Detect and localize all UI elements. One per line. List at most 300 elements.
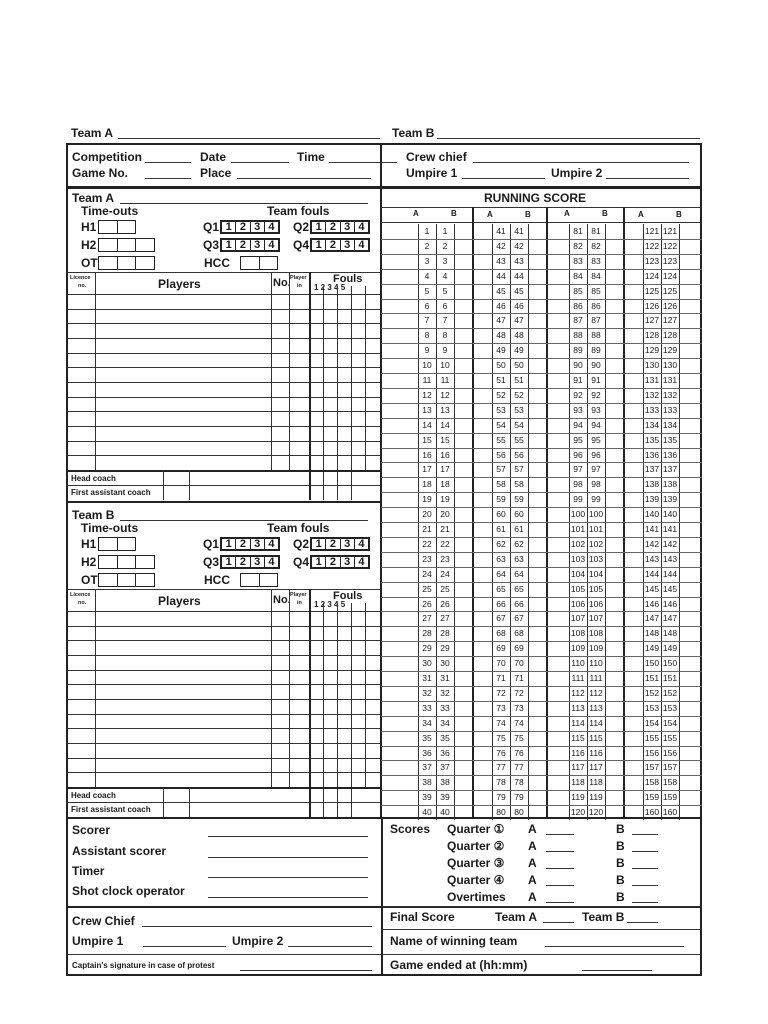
rs-cell-a[interactable]: 32 (422, 687, 432, 698)
rs-cell-a[interactable]: 81 (573, 226, 583, 236)
date-field[interactable] (231, 162, 289, 163)
rs-cell-a[interactable]: 2 (424, 240, 430, 251)
timeout-box[interactable] (99, 538, 117, 550)
player-row[interactable] (66, 367, 380, 368)
rs-cell-a[interactable]: 93 (573, 404, 583, 415)
rs-cell-b[interactable]: 53 (514, 404, 524, 415)
player-row[interactable] (66, 728, 380, 729)
assistant-scorer-field[interactable] (208, 857, 368, 858)
rs-cell-a[interactable]: 96 (573, 449, 583, 460)
rs-cell-b[interactable]: 153 (662, 702, 678, 713)
rs-cell-a[interactable]: 139 (644, 494, 660, 505)
time-field[interactable] (329, 162, 397, 163)
rs-cell-b[interactable]: 135 (662, 434, 678, 445)
rs-cell-b[interactable]: 47 (514, 315, 524, 326)
rs-cell-b[interactable]: 117 (589, 762, 603, 773)
team-foul-box[interactable]: 4 (354, 222, 368, 232)
rs-cell-b[interactable]: 92 (591, 389, 601, 400)
rs-cell-a[interactable]: 140 (644, 509, 660, 520)
hcc-box[interactable] (259, 574, 278, 586)
quarter-a-field[interactable] (546, 885, 574, 886)
rs-cell-a[interactable]: 100 (570, 509, 586, 520)
rs-cell-a[interactable]: 72 (496, 687, 506, 698)
rs-cell-b[interactable]: 76 (514, 747, 524, 758)
shot-clock-operator-field[interactable] (208, 897, 368, 898)
rs-cell-a[interactable]: 134 (644, 419, 660, 430)
rs-cell-b[interactable]: 141 (662, 524, 678, 534)
player-row[interactable] (66, 655, 380, 656)
rs-cell-b[interactable]: 151 (662, 673, 678, 683)
overtimes-b-field[interactable] (632, 902, 658, 903)
rs-cell-a[interactable]: 133 (644, 404, 660, 415)
team-foul-box[interactable]: 2 (325, 240, 339, 250)
rs-cell-b[interactable]: 123 (662, 255, 678, 266)
rs-cell-a[interactable]: 145 (644, 583, 660, 594)
rs-cell-a[interactable]: 5 (424, 285, 430, 296)
rs-cell-b[interactable]: 4 (442, 270, 448, 281)
rs-cell-b[interactable]: 31 (440, 673, 450, 683)
rs-cell-b[interactable]: 101 (588, 524, 604, 534)
rs-cell-b[interactable]: 5 (442, 285, 448, 296)
rs-cell-a[interactable]: 26 (422, 598, 432, 609)
rs-cell-a[interactable]: 149 (644, 643, 660, 654)
team-foul-box[interactable]: 2 (325, 539, 339, 549)
rs-cell-a[interactable]: 67 (496, 613, 506, 624)
rs-cell-b[interactable]: 105 (588, 583, 604, 594)
rs-cell-b[interactable]: 43 (514, 255, 524, 266)
rs-cell-a[interactable]: 8 (424, 330, 430, 341)
rs-cell-a[interactable]: 82 (573, 240, 583, 251)
rs-cell-b[interactable]: 130 (662, 360, 678, 371)
rs-cell-b[interactable]: 12 (440, 389, 450, 400)
player-row[interactable] (66, 397, 380, 398)
timeout-box[interactable] (117, 221, 136, 233)
hcc-boxes[interactable] (240, 573, 278, 587)
player-row[interactable] (66, 772, 380, 773)
timeout-box[interactable] (135, 574, 154, 586)
timeout-box[interactable] (117, 574, 136, 586)
timeout-box[interactable] (99, 239, 117, 251)
rs-cell-b[interactable]: 55 (514, 434, 524, 445)
timeout-box[interactable] (135, 239, 154, 251)
rs-cell-b[interactable]: 26 (440, 598, 450, 609)
rs-cell-b[interactable]: 29 (440, 643, 450, 654)
rs-cell-a[interactable]: 14 (422, 419, 432, 430)
rs-cell-a[interactable]: 122 (644, 240, 660, 251)
rs-cell-b[interactable]: 52 (514, 389, 524, 400)
rs-cell-a[interactable]: 16 (422, 449, 432, 460)
rs-cell-b[interactable]: 112 (589, 687, 603, 698)
timeout-box[interactable] (99, 574, 117, 586)
rs-cell-b[interactable]: 93 (591, 404, 601, 415)
rs-cell-a[interactable]: 3 (424, 255, 430, 266)
rs-cell-b[interactable]: 125 (662, 285, 678, 296)
rs-cell-b[interactable]: 68 (514, 628, 524, 639)
team-foul-box[interactable]: 1 (225, 538, 232, 550)
timeout-box[interactable] (99, 221, 117, 233)
team-foul-box[interactable]: 1 (315, 556, 322, 568)
team-foul-box[interactable]: 1 (225, 239, 232, 251)
crew-chief-sign-field[interactable] (142, 926, 372, 927)
rs-cell-b[interactable]: 72 (514, 687, 524, 698)
rs-cell-b[interactable]: 11 (440, 375, 450, 385)
rs-cell-b[interactable]: 40 (440, 807, 450, 818)
rs-cell-b[interactable]: 19 (440, 494, 450, 505)
rs-cell-b[interactable]: 143 (662, 553, 678, 564)
rs-cell-a[interactable]: 57 (496, 464, 506, 475)
rs-cell-b[interactable]: 79 (514, 792, 524, 803)
player-row[interactable] (66, 426, 380, 427)
rs-cell-b[interactable]: 2 (442, 240, 448, 251)
player-row[interactable] (66, 323, 380, 324)
rs-cell-a[interactable]: 63 (496, 553, 506, 564)
rs-cell-a[interactable]: 61 (496, 524, 506, 534)
rs-cell-a[interactable]: 53 (496, 404, 506, 415)
rs-cell-a[interactable]: 120 (570, 807, 586, 818)
rs-cell-b[interactable]: 60 (514, 509, 524, 520)
rs-cell-a[interactable]: 153 (644, 702, 660, 713)
head-coach-row[interactable] (66, 485, 380, 486)
rs-cell-a[interactable]: 116 (571, 747, 585, 758)
rs-cell-b[interactable]: 90 (591, 360, 601, 371)
rs-cell-b[interactable]: 21 (440, 524, 450, 534)
rs-cell-a[interactable]: 69 (496, 643, 506, 654)
team-foul-box[interactable]: 2 (235, 222, 249, 232)
rs-cell-a[interactable]: 159 (644, 792, 660, 803)
player-row[interactable] (66, 699, 380, 700)
rs-cell-a[interactable]: 77 (496, 762, 506, 773)
rs-cell-a[interactable]: 101 (570, 524, 586, 534)
rs-cell-a[interactable]: 151 (644, 673, 660, 683)
hcc-box[interactable] (241, 257, 259, 269)
timeout-box[interactable] (117, 538, 136, 550)
player-row[interactable] (66, 382, 380, 383)
quarter-a-field[interactable] (546, 834, 574, 835)
player-row[interactable] (66, 714, 380, 715)
rs-cell-b[interactable]: 134 (662, 419, 678, 430)
rs-cell-a[interactable]: 76 (496, 747, 506, 758)
rs-cell-b[interactable]: 124 (662, 270, 678, 281)
rs-cell-a[interactable]: 56 (496, 449, 506, 460)
rs-cell-b[interactable]: 8 (442, 330, 448, 341)
rs-cell-a[interactable]: 107 (570, 613, 586, 624)
rs-cell-b[interactable]: 74 (514, 717, 524, 728)
rs-cell-b[interactable]: 7 (442, 315, 448, 326)
rs-cell-a[interactable]: 143 (644, 553, 660, 564)
umpire2-field[interactable] (606, 178, 689, 179)
timer-field[interactable] (208, 877, 368, 878)
rs-cell-b[interactable]: 142 (662, 538, 678, 549)
team-foul-box[interactable]: 3 (250, 557, 264, 567)
ot-timeout-boxes[interactable] (98, 256, 155, 270)
rs-cell-b[interactable]: 84 (591, 270, 601, 281)
rs-cell-b[interactable]: 59 (514, 494, 524, 505)
rs-cell-a[interactable]: 102 (570, 538, 586, 549)
rs-cell-a[interactable]: 97 (573, 464, 583, 475)
rs-cell-b[interactable]: 78 (514, 777, 524, 788)
rs-cell-b[interactable]: 137 (662, 464, 678, 475)
player-row[interactable] (66, 455, 380, 456)
rs-cell-b[interactable]: 13 (440, 404, 450, 415)
rs-cell-a[interactable]: 90 (573, 360, 583, 371)
rs-cell-a[interactable]: 84 (573, 270, 583, 281)
h2-timeout-boxes[interactable] (98, 238, 155, 252)
rs-cell-b[interactable]: 64 (514, 568, 524, 579)
rs-cell-a[interactable]: 146 (644, 598, 660, 609)
rs-cell-a[interactable]: 42 (496, 240, 506, 251)
quarter-a-field[interactable] (546, 851, 574, 852)
overtimes-a-field[interactable] (546, 902, 574, 903)
rs-cell-b[interactable]: 120 (588, 807, 604, 818)
rs-cell-a[interactable]: 19 (422, 494, 432, 505)
rs-cell-a[interactable]: 59 (496, 494, 506, 505)
rs-cell-a[interactable]: 110 (571, 658, 585, 669)
rs-cell-b[interactable]: 28 (440, 628, 450, 639)
game-no-field[interactable] (145, 178, 191, 179)
rs-cell-a[interactable]: 99 (573, 494, 583, 505)
rs-cell-b[interactable]: 15 (440, 434, 450, 445)
rs-cell-a[interactable]: 148 (644, 628, 660, 639)
rs-cell-b[interactable]: 37 (440, 762, 450, 773)
rs-cell-a[interactable]: 152 (644, 687, 660, 698)
rs-cell-a[interactable]: 104 (570, 568, 586, 579)
rs-cell-b[interactable]: 23 (440, 553, 450, 564)
team-foul-box[interactable]: 2 (235, 240, 249, 250)
team-foul-box[interactable]: 3 (250, 539, 264, 549)
rs-cell-b[interactable]: 121 (662, 226, 678, 236)
rs-cell-a[interactable]: 68 (496, 628, 506, 639)
h1-timeout-boxes[interactable] (98, 537, 136, 551)
quarter-b-field[interactable] (632, 885, 658, 886)
rs-cell-b[interactable]: 83 (591, 255, 601, 266)
player-row[interactable] (66, 640, 380, 641)
rs-cell-a[interactable]: 43 (496, 255, 506, 266)
rs-cell-a[interactable]: 86 (573, 300, 583, 311)
rs-cell-a[interactable]: 129 (644, 345, 660, 356)
rs-cell-b[interactable]: 20 (440, 509, 450, 520)
rs-cell-a[interactable]: 157 (644, 762, 660, 773)
rs-cell-b[interactable]: 150 (662, 658, 678, 669)
rs-cell-b[interactable]: 146 (662, 598, 678, 609)
rs-cell-b[interactable]: 69 (514, 643, 524, 654)
rs-cell-a[interactable]: 160 (644, 807, 660, 818)
team-foul-box[interactable]: 3 (340, 240, 354, 250)
rs-cell-b[interactable]: 133 (662, 404, 678, 415)
rs-cell-b[interactable]: 73 (514, 702, 524, 713)
rs-cell-a[interactable]: 51 (496, 375, 506, 385)
rs-cell-b[interactable]: 65 (514, 583, 524, 594)
rs-cell-b[interactable]: 35 (440, 732, 450, 743)
rs-cell-b[interactable]: 119 (589, 792, 603, 803)
q2-fouls-boxes[interactable] (310, 220, 370, 234)
rs-cell-b[interactable]: 61 (514, 524, 524, 534)
rs-cell-b[interactable]: 57 (514, 464, 524, 475)
rs-cell-a[interactable]: 24 (422, 568, 432, 579)
player-row[interactable] (66, 411, 380, 412)
rs-cell-b[interactable]: 108 (588, 628, 604, 639)
rs-cell-b[interactable]: 89 (591, 345, 601, 356)
rs-cell-b[interactable]: 3 (442, 255, 448, 266)
rs-cell-a[interactable]: 47 (496, 315, 506, 326)
rs-cell-b[interactable]: 66 (514, 598, 524, 609)
rs-cell-a[interactable]: 21 (422, 524, 432, 534)
rs-cell-b[interactable]: 106 (588, 598, 604, 609)
rs-cell-b[interactable]: 144 (662, 568, 678, 579)
rs-cell-a[interactable]: 22 (422, 538, 432, 549)
team-foul-box[interactable]: 3 (250, 240, 264, 250)
rs-cell-b[interactable]: 25 (440, 583, 450, 594)
rs-cell-a[interactable]: 38 (422, 777, 432, 788)
rs-cell-b[interactable]: 159 (662, 792, 678, 803)
rs-cell-b[interactable]: 86 (591, 300, 601, 311)
rs-cell-a[interactable]: 40 (422, 807, 432, 818)
timeout-box[interactable] (99, 556, 117, 568)
rs-cell-b[interactable]: 140 (662, 509, 678, 520)
timeout-box[interactable] (117, 239, 136, 251)
player-row[interactable] (66, 353, 380, 354)
rs-cell-b[interactable]: 45 (514, 285, 524, 296)
rs-cell-a[interactable]: 12 (422, 389, 432, 400)
rs-cell-a[interactable]: 95 (573, 434, 583, 445)
rs-cell-a[interactable]: 13 (422, 404, 432, 415)
rs-cell-a[interactable]: 50 (496, 360, 506, 371)
rs-cell-a[interactable]: 142 (644, 538, 660, 549)
team-foul-box[interactable]: 4 (354, 240, 368, 250)
rs-cell-b[interactable]: 6 (442, 300, 448, 311)
rs-cell-a[interactable]: 127 (644, 315, 660, 326)
team-foul-box[interactable]: 4 (354, 539, 368, 549)
q4-fouls-boxes[interactable] (310, 555, 370, 569)
final-team-a-field[interactable] (543, 922, 574, 923)
rs-cell-a[interactable]: 7 (424, 315, 430, 326)
rs-cell-b[interactable]: 58 (514, 479, 524, 490)
rs-cell-b[interactable]: 34 (440, 717, 450, 728)
umpire1-sign-field[interactable] (143, 946, 226, 947)
rs-cell-b[interactable]: 107 (588, 613, 604, 624)
rs-cell-a[interactable]: 150 (644, 658, 660, 669)
rs-cell-b[interactable]: 97 (591, 464, 601, 475)
rs-cell-a[interactable]: 87 (573, 315, 583, 326)
rs-cell-a[interactable]: 55 (496, 434, 506, 445)
rs-cell-b[interactable]: 149 (662, 643, 678, 654)
rs-cell-a[interactable]: 49 (496, 345, 506, 356)
rs-cell-a[interactable]: 158 (644, 777, 660, 788)
rs-cell-b[interactable]: 98 (591, 479, 601, 490)
rs-cell-b[interactable]: 70 (514, 658, 524, 669)
rs-cell-a[interactable]: 115 (571, 732, 585, 743)
rs-cell-a[interactable]: 89 (573, 345, 583, 356)
rs-cell-a[interactable]: 62 (496, 538, 506, 549)
hcc-boxes[interactable] (240, 256, 278, 270)
q2-fouls-boxes[interactable] (310, 537, 370, 551)
rs-cell-b[interactable]: 129 (662, 345, 678, 356)
team-foul-box[interactable]: 2 (325, 557, 339, 567)
team-name-field[interactable] (120, 520, 368, 521)
rs-cell-b[interactable]: 32 (440, 687, 450, 698)
rs-cell-a[interactable]: 117 (571, 762, 585, 773)
winning-team-field[interactable] (545, 946, 684, 947)
team-foul-box[interactable]: 1 (225, 556, 232, 568)
rs-cell-a[interactable]: 128 (644, 330, 660, 341)
rs-cell-a[interactable]: 31 (422, 673, 432, 683)
rs-cell-b[interactable]: 56 (514, 449, 524, 460)
rs-cell-a[interactable]: 103 (570, 553, 586, 564)
team-foul-box[interactable]: 1 (315, 239, 322, 251)
rs-cell-a[interactable]: 18 (422, 479, 432, 490)
rs-cell-b[interactable]: 16 (440, 449, 450, 460)
rs-cell-b[interactable]: 111 (589, 673, 603, 683)
rs-cell-b[interactable]: 63 (514, 553, 524, 564)
rs-cell-b[interactable]: 44 (514, 270, 524, 281)
rs-cell-a[interactable]: 92 (573, 389, 583, 400)
rs-cell-b[interactable]: 147 (662, 613, 678, 624)
rs-cell-b[interactable]: 24 (440, 568, 450, 579)
h1-timeout-boxes[interactable] (98, 220, 136, 234)
competition-field[interactable] (145, 162, 191, 163)
rs-cell-a[interactable]: 39 (422, 792, 432, 803)
player-row[interactable] (66, 309, 380, 310)
player-row[interactable] (66, 670, 380, 671)
timeout-box[interactable] (117, 257, 136, 269)
quarter-b-field[interactable] (632, 851, 658, 852)
rs-cell-a[interactable]: 52 (496, 389, 506, 400)
rs-cell-a[interactable]: 29 (422, 643, 432, 654)
ot-timeout-boxes[interactable] (98, 573, 155, 587)
rs-cell-b[interactable]: 103 (588, 553, 604, 564)
rs-cell-a[interactable]: 136 (644, 449, 660, 460)
rs-cell-a[interactable]: 106 (570, 598, 586, 609)
rs-cell-a[interactable]: 79 (496, 792, 506, 803)
rs-cell-a[interactable]: 85 (573, 285, 583, 296)
rs-cell-a[interactable]: 114 (571, 717, 585, 728)
rs-cell-b[interactable]: 38 (440, 777, 450, 788)
rs-cell-a[interactable]: 17 (422, 464, 432, 475)
hcc-box[interactable] (241, 574, 259, 586)
rs-cell-a[interactable]: 130 (644, 360, 660, 371)
rs-cell-a[interactable]: 78 (496, 777, 506, 788)
team-foul-box[interactable]: 1 (225, 221, 232, 233)
team-foul-box[interactable]: 4 (264, 539, 278, 549)
rs-cell-a[interactable]: 137 (644, 464, 660, 475)
rs-cell-a[interactable]: 105 (570, 583, 586, 594)
rs-cell-a[interactable]: 46 (496, 300, 506, 311)
rs-cell-b[interactable]: 75 (514, 732, 524, 743)
rs-cell-a[interactable]: 44 (496, 270, 506, 281)
rs-cell-a[interactable]: 34 (422, 717, 432, 728)
rs-cell-b[interactable]: 49 (514, 345, 524, 356)
rs-cell-a[interactable]: 66 (496, 598, 506, 609)
team-name-field[interactable] (120, 203, 368, 204)
timeout-box[interactable] (135, 556, 154, 568)
team-foul-box[interactable]: 2 (235, 557, 249, 567)
team-foul-box[interactable]: 4 (264, 557, 278, 567)
rs-cell-a[interactable]: 10 (422, 360, 432, 371)
rs-cell-b[interactable]: 41 (514, 226, 524, 236)
rs-cell-a[interactable]: 124 (644, 270, 660, 281)
rs-cell-b[interactable]: 99 (591, 494, 601, 505)
rs-cell-a[interactable]: 35 (422, 732, 432, 743)
rs-cell-b[interactable]: 128 (662, 330, 678, 341)
team-foul-box[interactable]: 4 (354, 557, 368, 567)
rs-cell-a[interactable]: 141 (644, 524, 660, 534)
rs-cell-b[interactable]: 85 (591, 285, 601, 296)
timeout-box[interactable] (117, 556, 136, 568)
rs-cell-a[interactable]: 23 (422, 553, 432, 564)
rs-cell-b[interactable]: 62 (514, 538, 524, 549)
timeout-box[interactable] (99, 257, 117, 269)
player-row[interactable] (66, 743, 380, 744)
rs-cell-b[interactable]: 14 (440, 419, 450, 430)
